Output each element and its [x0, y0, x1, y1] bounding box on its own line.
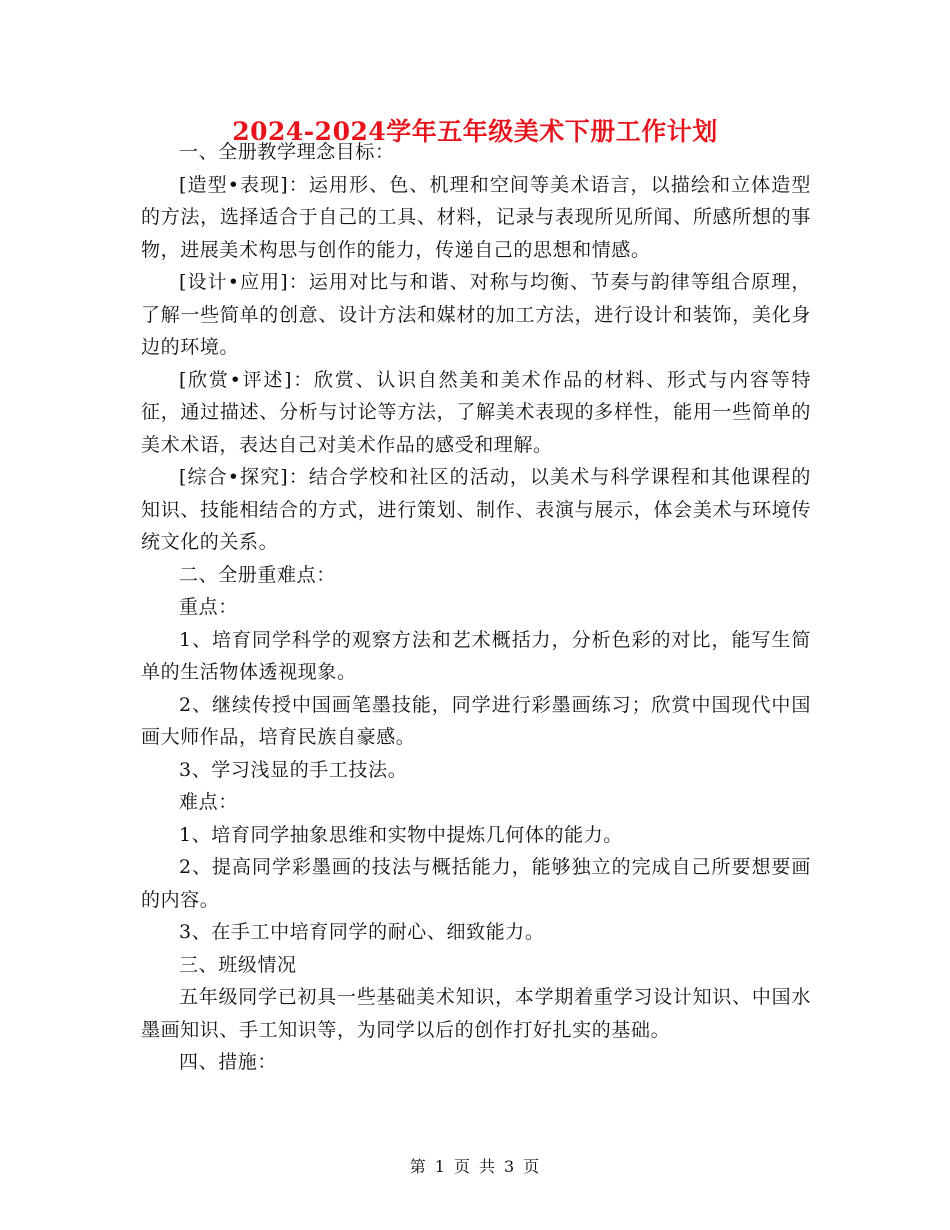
list-item: 3、学习浅显的手工技法。 [179, 758, 408, 781]
subheading-focus: 重点： [179, 596, 238, 618]
subheading-difficulties: 难点： [179, 791, 238, 813]
list-item: 1、培育同学抽象思维和实物中提炼几何体的能力。 [179, 823, 623, 846]
section-heading-class-status: 三、班级情况 [179, 953, 297, 976]
footer-total-word: 共 [479, 1157, 497, 1176]
document-title: 2024-2024学年五年级美术下册工作计划 [232, 117, 718, 146]
paragraph-synthesis-exploration: [综合•探究]：结合学校和社区的活动，以美术与科学课程和其他课程的知识、技能相结合的方式，进行策划、制作、表演与展示，体会美术与环境传统文化的关系。 [141, 466, 811, 553]
paragraph-design-application: [设计•应用]：运用对比与和谐、对称与均衡、节奏与韵律等组合原理，了解一些简单的创意、设计方法和媒材的加工方法，进行设计和装饰，美化身边的环境。 [141, 271, 811, 358]
section-heading-measures: 四、措施： [179, 1051, 278, 1073]
footer-total-pages: 3 [504, 1157, 516, 1176]
list-item: 2、提高同学彩墨画的技法与概括能力，能够独立的完成自己所要想要画的内容。 [141, 856, 811, 911]
footer-page-word: 页 [453, 1157, 471, 1176]
paragraph-modeling-expression: [造型•表现]：运用形、色、机理和空间等美术语言，以描绘和立体造型的方法，选择适合于自己的工具、材料，记录与表现所见所闻、所感所想的事物，进展美术构思与创作的能力，传递自己的思想和情感。 [141, 173, 811, 261]
section-heading-key-points: 二、全册重难点： [179, 563, 336, 586]
list-item: 2、继续传授中国画笔墨技能，同学进行彩墨画练习；欣赏中国现代中国画大师作品，培育民族自豪感。 [141, 693, 811, 748]
document-body [141, 136, 811, 1079]
paragraph-appreciation-review: [欣赏•评述]：欣赏、认识自然美和美术作品的材料、形式与内容等特征，通过描述、分析与讨论等方法，了解美术表现的多样性，能用一些简单的美术术语，表达自己对美术作品的感受和理解。 [141, 368, 811, 456]
list-item: 1、培育同学科学的观察方法和艺术概括力，分析色彩的对比，能写生简单的生活物体透视现象。 [141, 628, 811, 683]
footer-suffix: 页 [523, 1157, 541, 1176]
footer-page-number: 1 [434, 1157, 446, 1176]
section-heading-objectives: 一、全册教学理念目标： [179, 141, 395, 163]
paragraph-class-status: 五年级同学已初具一些基础美术知识，本学期着重学习设计知识、中国水墨画知识、手工知识等，为同学以后的创作打好扎实的基础。 [141, 986, 811, 1041]
footer-prefix: 第 [409, 1157, 427, 1176]
list-item: 3、在手工中培育同学的耐心、细致能力。 [179, 921, 545, 943]
page-footer [0, 1154, 950, 1177]
